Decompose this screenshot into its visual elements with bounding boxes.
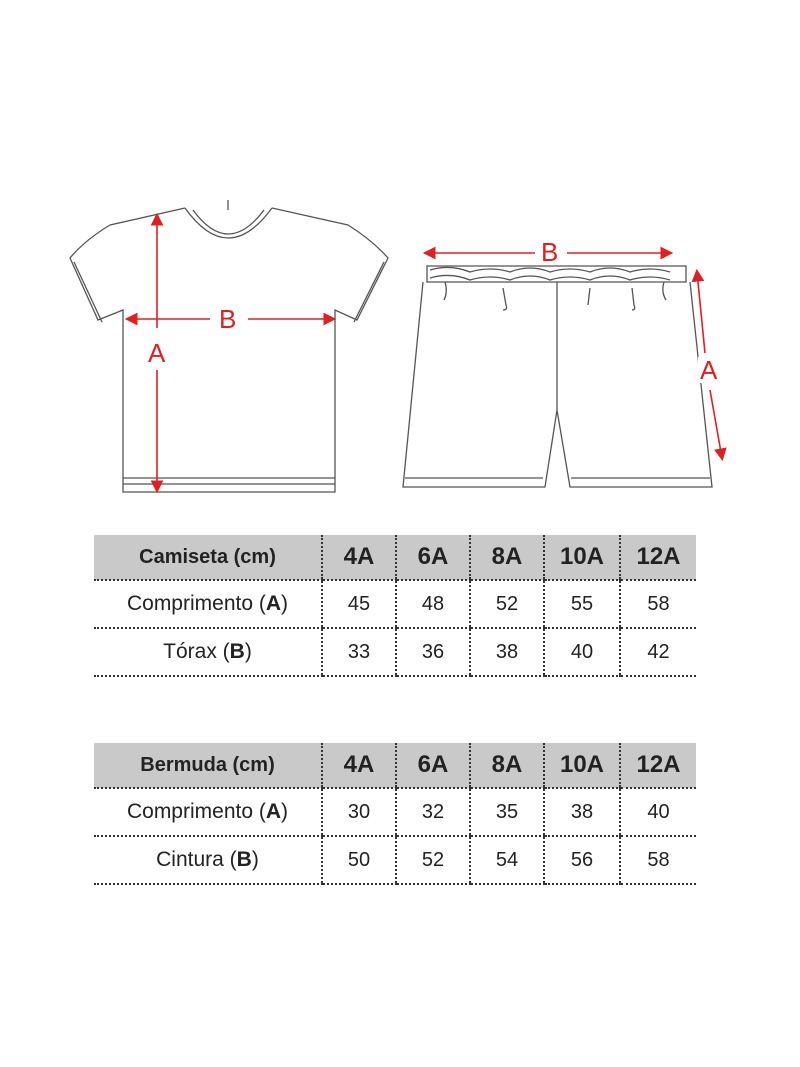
row-label-letter: B: [236, 848, 252, 871]
size-header: 6A: [396, 535, 470, 580]
row-label-text: Tórax (: [163, 640, 230, 663]
table-cell: 54: [470, 836, 544, 884]
table-row: [94, 580, 696, 628]
row-label-end: ): [251, 848, 259, 871]
tshirt-outline: [70, 200, 388, 492]
size-header: 4A: [322, 535, 396, 580]
size-header: 8A: [470, 743, 544, 788]
size-header: 6A: [396, 743, 470, 788]
size-header: 12A: [620, 743, 696, 788]
table-cell: 33: [322, 628, 396, 676]
table-cell: 36: [396, 628, 470, 676]
row-label-end: ): [281, 800, 289, 823]
table-header-row: [94, 535, 696, 580]
table-cell: 56: [544, 836, 620, 884]
table-cell: 55: [544, 580, 620, 628]
table-cell: 38: [470, 628, 544, 676]
table-cell: 30: [322, 788, 396, 836]
row-label: [94, 580, 322, 628]
shorts-outline: [403, 266, 712, 487]
size-header: 10A: [544, 535, 620, 580]
garment-illustration: [0, 0, 800, 520]
shorts-width-label: B: [541, 237, 559, 267]
table-cell: 45: [322, 580, 396, 628]
tshirt-length-label: A: [148, 338, 166, 368]
table-cell: 58: [620, 580, 696, 628]
row-label: [94, 788, 322, 836]
table-cell: 42: [620, 628, 696, 676]
table-row: [94, 788, 696, 836]
row-label-letter: A: [265, 592, 282, 615]
row-label-end: ): [281, 592, 289, 615]
table-cell: 38: [544, 788, 620, 836]
row-label-text: Comprimento (: [126, 800, 266, 823]
tshirt-width-label: B: [219, 304, 237, 334]
row-label-text: Comprimento (: [126, 592, 266, 615]
garment-diagram: [0, 0, 800, 520]
table-title: Bermuda (cm): [94, 743, 322, 788]
row-label-letter: A: [265, 800, 282, 823]
table-cell: 40: [544, 628, 620, 676]
shorts-length-label: A: [700, 355, 718, 385]
table-header-row: [94, 743, 696, 788]
size-header: 8A: [470, 535, 544, 580]
table-cell: 52: [470, 580, 544, 628]
row-label-letter: B: [229, 640, 245, 663]
row-label: [94, 836, 322, 884]
table-row: [94, 628, 696, 676]
table-row: [94, 836, 696, 884]
table-cell: 35: [470, 788, 544, 836]
row-label-end: ): [244, 640, 252, 663]
tshirt-size-table: [94, 535, 696, 677]
table-cell: 40: [620, 788, 696, 836]
size-header: 10A: [544, 743, 620, 788]
table-cell: 32: [396, 788, 470, 836]
shorts-size-table: [94, 743, 696, 885]
size-header: 12A: [620, 535, 696, 580]
table-cell: 52: [396, 836, 470, 884]
table-cell: 48: [396, 580, 470, 628]
size-header: 4A: [322, 743, 396, 788]
table-cell: 50: [322, 836, 396, 884]
table-cell: 58: [620, 836, 696, 884]
shorts-measure-arrows: [426, 253, 722, 458]
row-label: [94, 628, 322, 676]
table-title: Camiseta (cm): [94, 535, 322, 580]
row-label-text: Cintura (: [156, 848, 237, 871]
